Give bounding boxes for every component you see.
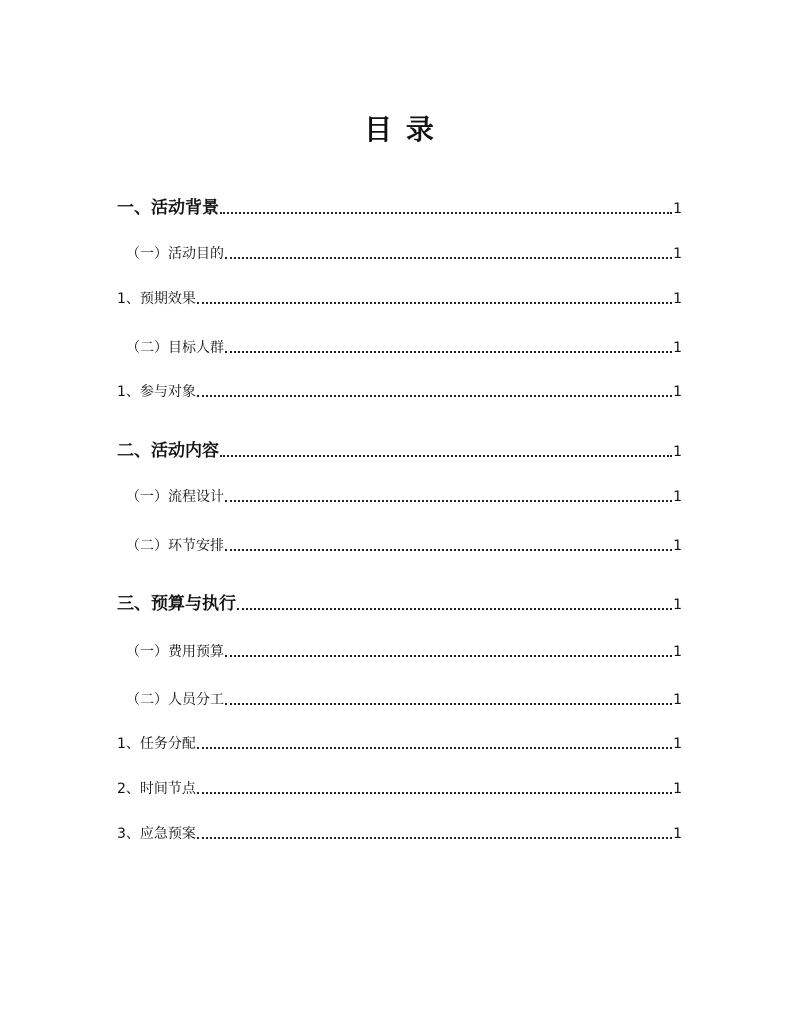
toc-dot-leader (197, 837, 672, 839)
toc-entry-label: （一）流程设计 (126, 489, 224, 505)
toc-entry-label: 1、任务分配 (117, 736, 196, 752)
toc-entry-section-1[interactable] (117, 197, 682, 219)
toc-entry-item[interactable] (117, 382, 682, 402)
toc-entry-item[interactable] (117, 779, 682, 799)
toc-page-number: 1 (673, 736, 682, 752)
toc-dot-leader (225, 549, 672, 551)
toc-entry-subsection[interactable] (126, 338, 682, 358)
toc-entry-subsection[interactable] (126, 642, 682, 662)
toc-dot-leader (197, 302, 672, 304)
toc-page-number: 1 (673, 826, 682, 842)
toc-dot-leader (220, 212, 672, 214)
toc-dot-leader (197, 395, 672, 397)
toc-entry-item[interactable] (117, 734, 682, 754)
toc-dot-leader (225, 500, 672, 502)
toc-title: 目 录 (364, 113, 436, 146)
toc-dot-leader (220, 455, 672, 457)
toc-entry-label: （二）目标人群 (126, 340, 224, 356)
toc-page-number: 1 (673, 444, 682, 460)
toc-entry-item[interactable] (117, 289, 682, 309)
toc-entry-label: （一）活动目的 (126, 246, 224, 262)
toc-dot-leader (197, 747, 672, 749)
toc-dot-leader (225, 257, 672, 259)
toc-page-number: 1 (673, 781, 682, 797)
toc-page-number: 1 (673, 489, 682, 505)
toc-page-number: 1 (673, 291, 682, 307)
toc-dot-leader (225, 351, 672, 353)
toc-entry-label: 二、活动内容 (117, 441, 219, 461)
toc-entry-label: （二）环节安排 (126, 538, 224, 554)
toc-entry-label: 1、参与对象 (117, 384, 196, 400)
toc-dot-leader (197, 792, 672, 794)
toc-entry-subsection[interactable] (126, 536, 682, 556)
toc-entry-subsection[interactable] (126, 244, 682, 264)
toc-entry-item[interactable] (117, 824, 682, 844)
toc-entry-section-2[interactable] (117, 440, 682, 462)
toc-page-number: 1 (673, 246, 682, 262)
toc-entry-label: 3、应急预案 (117, 826, 196, 842)
toc-dot-leader (225, 655, 672, 657)
toc-dot-leader (225, 703, 672, 705)
toc-entry-label: 1、预期效果 (117, 291, 196, 307)
toc-entry-label: （一）费用预算 (126, 644, 224, 660)
toc-entry-label: 2、时间节点 (117, 781, 196, 797)
toc-page-number: 1 (673, 384, 682, 400)
toc-page-number: 1 (673, 692, 682, 708)
toc-entry-label: 三、预算与执行 (117, 594, 236, 614)
toc-page-number: 1 (673, 340, 682, 356)
toc-page-number: 1 (673, 597, 682, 613)
toc-entry-subsection[interactable] (126, 487, 682, 507)
toc-page-number: 1 (673, 644, 682, 660)
toc-entry-label: 一、活动背景 (117, 198, 219, 218)
toc-page-number: 1 (673, 538, 682, 554)
toc-entry-section-3[interactable] (117, 593, 682, 615)
toc-page-number: 1 (673, 201, 682, 217)
toc-entry-label: （二）人员分工 (126, 692, 224, 708)
toc-entry-subsection[interactable] (126, 690, 682, 710)
toc-dot-leader (237, 608, 672, 610)
